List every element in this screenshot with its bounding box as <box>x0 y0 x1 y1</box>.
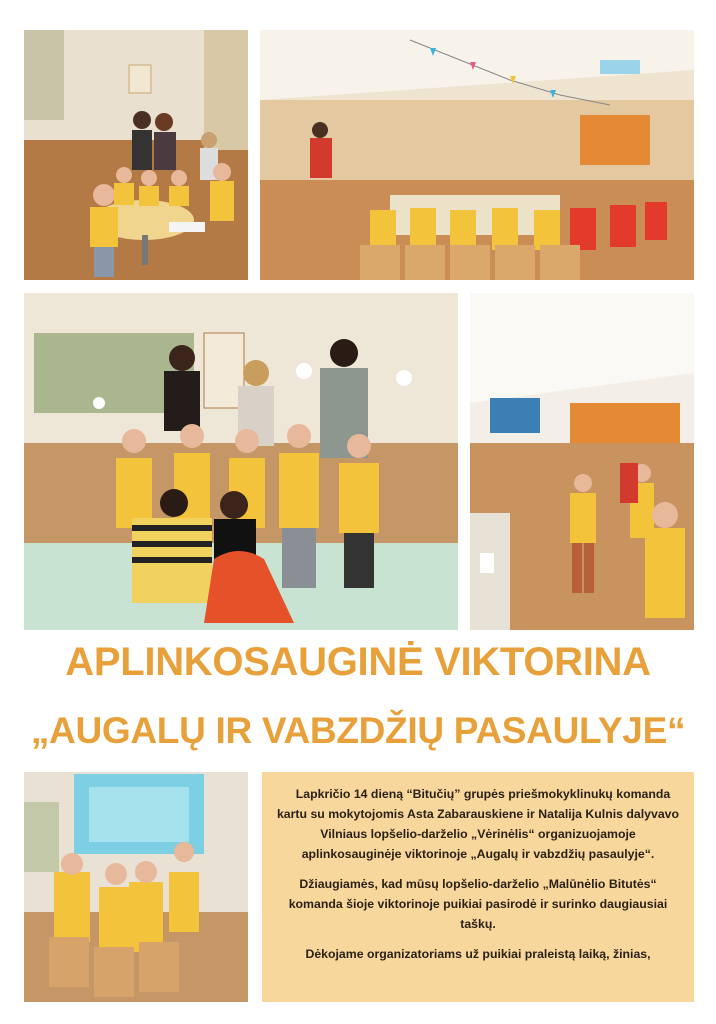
photo-children-at-table <box>24 30 248 280</box>
photo-quiz-presentation <box>24 772 248 1002</box>
photo-group-with-teachers <box>24 293 458 630</box>
photo-hall-audience <box>260 30 694 280</box>
paragraph-1: Lapkričio 14 dieną “Bitučių” grupės priešmokyklinukų komanda kartu su mokytojomis Asta Zabarauskiene ir Natalija Kulnis dalyvavo Vilniaus lopšelio-darželio „Vėrinėlis“ organizuojamoje aplinkosauginėje viktorinoje „Augalų ir vabzdžių pasaulyje“. <box>276 787 680 861</box>
article-text-box <box>262 772 694 1002</box>
paragraph-3: Dėkojame organizatoriams už puikiai praleistą laiką, žinias, <box>305 947 651 961</box>
photo-children-in-hall <box>470 293 694 630</box>
paragraph-2: Džiaugiamės, kad mūsų lopšelio-darželio „Malūnėlio Bitutės“ komanda šioje viktorinoje puikiai pasirodė ir surinko daugiausiai taškų. <box>288 877 668 931</box>
main-title: APLINKOSAUGINĖ VIKTORINA <box>65 640 651 684</box>
subtitle: „AUGALŲ IR VABZDŽIŲ PASAULYJE“ <box>30 710 686 751</box>
